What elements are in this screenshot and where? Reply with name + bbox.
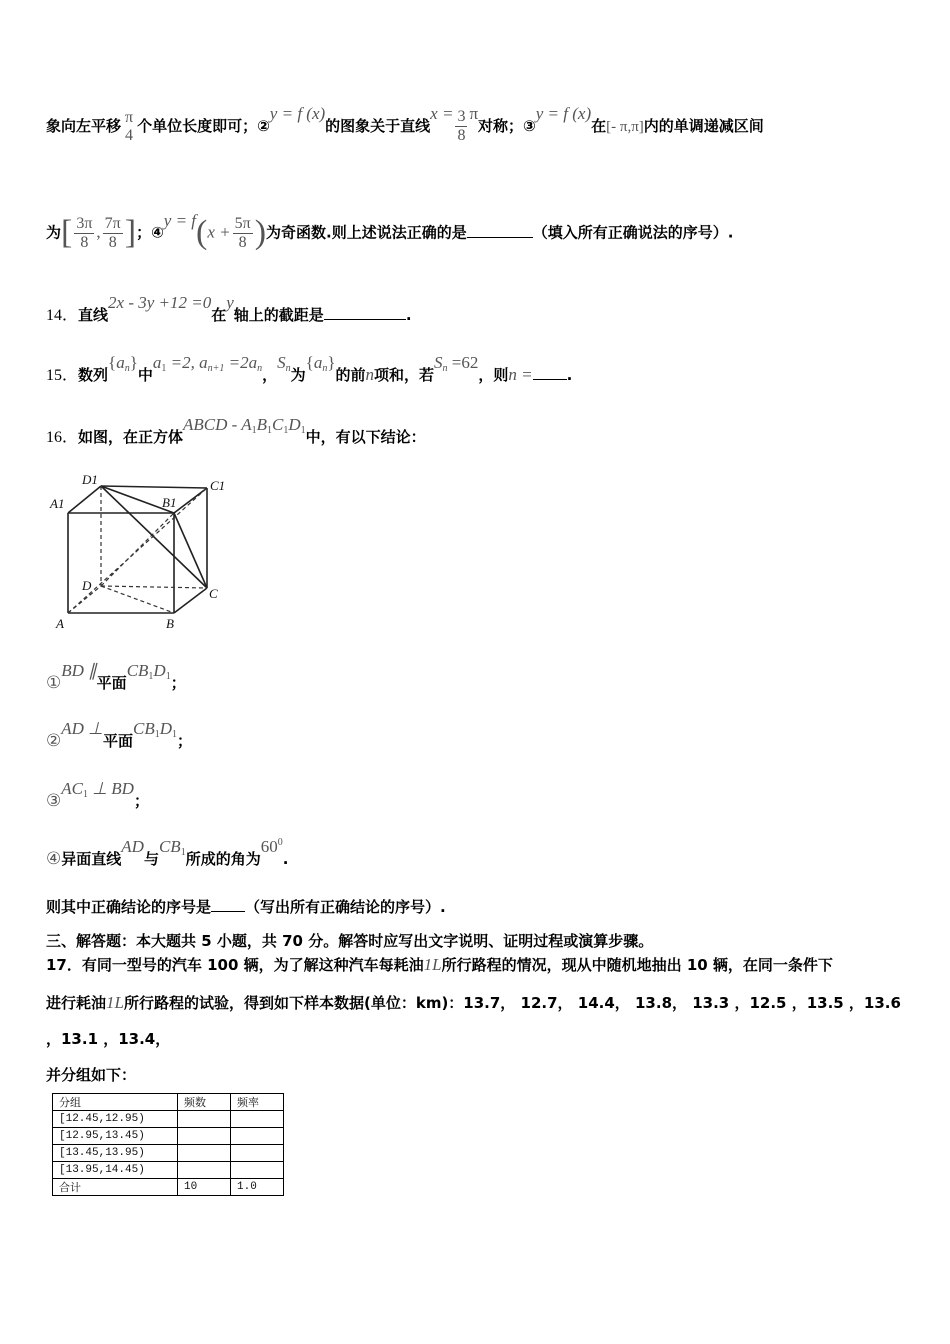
conclusion-4: ④异面直线AD与$CB_1$所成的角为$60^0$.	[46, 837, 289, 868]
text: 内的单调递减区间	[643, 117, 764, 135]
math-cb1: $CB_1$	[158, 837, 186, 858]
vertex-label-b1: B1	[162, 495, 177, 510]
text: 在	[591, 117, 607, 135]
math-cube: ABCD - $A_1B_1C_1D_1$	[183, 415, 306, 436]
edge-a1-d1	[68, 486, 101, 513]
edge-d1-c1	[101, 486, 207, 488]
vertex-label-c1: C1	[210, 478, 226, 493]
math-plane: $CB_1D_1$	[126, 661, 171, 682]
text: （写出所有正确结论的序号）.	[245, 898, 446, 916]
math-expr: BD ∥	[61, 661, 97, 680]
text: ，则	[478, 366, 509, 384]
hidden-d-b1	[101, 513, 174, 586]
text: .	[405, 306, 412, 324]
text: 象向左平移	[46, 117, 122, 135]
math-f: y = f	[163, 210, 197, 230]
math-expr: $AC_1$ ⊥ BD	[61, 779, 134, 800]
text: 与	[143, 850, 159, 868]
table-cell: 10	[178, 1179, 231, 1196]
vertex-label-a1: A1	[50, 496, 65, 511]
table-cell[interactable]	[231, 1145, 284, 1162]
fraction-pi-4: π 4	[125, 108, 134, 144]
text: 中	[137, 366, 153, 384]
text: ；④	[136, 223, 164, 242]
hidden-d-c	[101, 586, 207, 588]
text: 进行耗油	[46, 994, 107, 1012]
question-number: 15．	[46, 367, 79, 384]
text: 异面直线	[61, 850, 122, 868]
math-interval: [- π,π]	[606, 119, 644, 135]
math-recurrence: $a_1 =2$, $a_{n+1} =2a_n$	[152, 353, 263, 374]
q13-line-2: 为[ $\frac{3\pi}{8}$ , $\frac{7\pi}{8}$ ]；④y = f(x + $\frac{5\pi}{8}$ )为奇函数.则上述说法正确的是 （填入所有正确说法的序号）.	[46, 210, 734, 251]
conclusion-2: ②AD ⊥平面$CB_1D_1$；	[46, 719, 193, 750]
question-16	[46, 415, 426, 448]
question-17-line-3: ，13.1 ，13.4，	[46, 1030, 171, 1048]
answer-blank[interactable]	[324, 305, 406, 320]
edge-b-c	[174, 588, 207, 613]
text: （填入所有正确说法的序号）.	[532, 223, 734, 242]
math-fx: y = f (x)	[535, 104, 592, 123]
text: 平面	[96, 674, 127, 692]
math-x: x =	[430, 104, 454, 123]
math-seq: $\{a_n\}$	[305, 353, 336, 374]
text: .	[566, 366, 573, 384]
math-expr: AD ⊥	[61, 719, 103, 738]
math-n: n	[365, 365, 374, 384]
text: 如图，在正方体	[78, 428, 184, 446]
text: 轴上的截距是	[233, 306, 324, 324]
text: ，	[262, 366, 278, 384]
edge-b1-c	[174, 513, 207, 588]
vertex-label-b: B	[166, 616, 174, 631]
vertex-label-d1: D1	[82, 472, 98, 487]
text: 则其中正确结论的序号是	[46, 898, 212, 916]
math-pi: π	[469, 104, 479, 123]
text: 为	[46, 223, 62, 242]
math-ad: AD	[121, 837, 144, 856]
question-number: 16．	[46, 429, 79, 446]
q16-answer-prompt	[46, 896, 446, 917]
answer-blank[interactable]	[467, 223, 533, 238]
table-header: 分组	[53, 1094, 178, 1111]
math-sn: $S_n$	[277, 353, 291, 374]
table-cell[interactable]	[231, 1111, 284, 1128]
question-17-line-4: 并分组如下：	[46, 1066, 137, 1084]
table-cell: 1.0	[231, 1179, 284, 1196]
question-14	[46, 293, 412, 325]
text: 17．有同一型号的汽车 100 辆，为了解这种汽车每耗油	[46, 956, 424, 974]
math-fx: y = f (x)	[269, 104, 326, 123]
fraction-7pi-8: $\frac{7\pi}{8}$	[104, 214, 121, 251]
text: 个单位长度即可；②	[137, 117, 270, 135]
edge-b1-c1	[174, 488, 207, 513]
question-number: 14．	[46, 307, 79, 324]
math-x-plus: x +	[207, 222, 231, 242]
table-row	[53, 1145, 284, 1162]
table-total-row	[53, 1179, 284, 1196]
text: 在	[211, 306, 227, 324]
table-row	[53, 1162, 284, 1179]
answer-blank[interactable]	[211, 897, 245, 912]
text: 的前	[335, 366, 366, 384]
text: 所行路程的试验，得到如下样本数据(单位：km)：13.7， 12.7， 14.4， 13.8， 13.3 ，12.5 ，13.5 ，13.6	[123, 994, 901, 1012]
text: 为奇函数.则上述说法正确的是	[266, 223, 467, 242]
table-cell[interactable]	[231, 1162, 284, 1179]
math-n-eq: n =	[508, 365, 533, 384]
text: 项和，若	[374, 366, 435, 384]
table-header: 频数	[178, 1094, 231, 1111]
text: 所成的角为	[185, 850, 261, 868]
section-3-heading: 三、解答题：本大题共 5 小题，共 70 分。解答时应写出文字说明、证明过程或演算步骤。	[46, 932, 654, 950]
math-sn-62: $S_n =62$	[434, 353, 479, 374]
text: 的图象关于直线	[325, 117, 431, 135]
table-row	[53, 1111, 284, 1128]
math-line-equation: 2x - 3y +12 =0	[108, 293, 212, 312]
table-cell[interactable]	[178, 1145, 231, 1162]
text: 平面	[102, 732, 133, 750]
text: 数列	[78, 366, 109, 384]
conclusion-1: ①BD ∥平面$CB_1D_1$；	[46, 661, 186, 692]
text: 所行路程的情况，现从中随机地抽出 10 辆，在同一条件下	[441, 956, 833, 974]
fraction-5pi-8: $\frac{5\pi}{8}$	[234, 214, 251, 251]
math-unit: 1L	[423, 955, 442, 974]
question-17-line-1	[46, 954, 833, 975]
math-angle: $60^0$	[260, 837, 283, 856]
table-cell: [12.45,12.95)	[53, 1111, 178, 1128]
fraction-3pi-8: $\frac{3\pi}{8}$	[76, 214, 93, 251]
text: 为	[290, 366, 306, 384]
table-row	[53, 1128, 284, 1145]
fraction-3-8: $\frac{3}{8}$	[457, 108, 466, 144]
table-cell: 合计	[53, 1179, 178, 1196]
text: 中，有以下结论：	[305, 428, 426, 446]
math-plane: $CB_1D_1$	[133, 719, 178, 740]
table-header-row	[53, 1094, 284, 1111]
table-cell[interactable]	[178, 1162, 231, 1179]
q13-line-1	[46, 104, 764, 145]
frequency-table	[52, 1093, 284, 1196]
table-cell[interactable]	[231, 1128, 284, 1145]
text: 对称；③	[478, 117, 536, 135]
table-header: 频率	[231, 1094, 284, 1111]
vertex-label-a: A	[56, 616, 64, 631]
answer-blank[interactable]	[533, 365, 567, 380]
text: 直线	[78, 306, 109, 324]
conclusion-3: $③AC_1$ ⊥ BD；	[46, 779, 149, 810]
hidden-a-c1	[68, 488, 207, 613]
question-17-line-2	[46, 992, 901, 1013]
vertex-label-c: C	[209, 586, 218, 601]
math-unit: 1L	[106, 993, 124, 1012]
hidden-d-b	[101, 586, 174, 613]
table-cell[interactable]	[178, 1111, 231, 1128]
vertex-label-d: D	[82, 578, 92, 593]
math-y: y	[226, 293, 234, 312]
math-seq: $\{a_n\}$	[108, 353, 138, 374]
edge-d1-c	[101, 486, 207, 588]
table-cell: [13.45,13.95)	[53, 1145, 178, 1162]
table-cell: [13.95,14.45)	[53, 1162, 178, 1179]
cube-figure	[46, 470, 236, 635]
question-15	[46, 353, 573, 386]
table-cell[interactable]	[178, 1128, 231, 1145]
table-cell: [12.95,13.45)	[53, 1128, 178, 1145]
